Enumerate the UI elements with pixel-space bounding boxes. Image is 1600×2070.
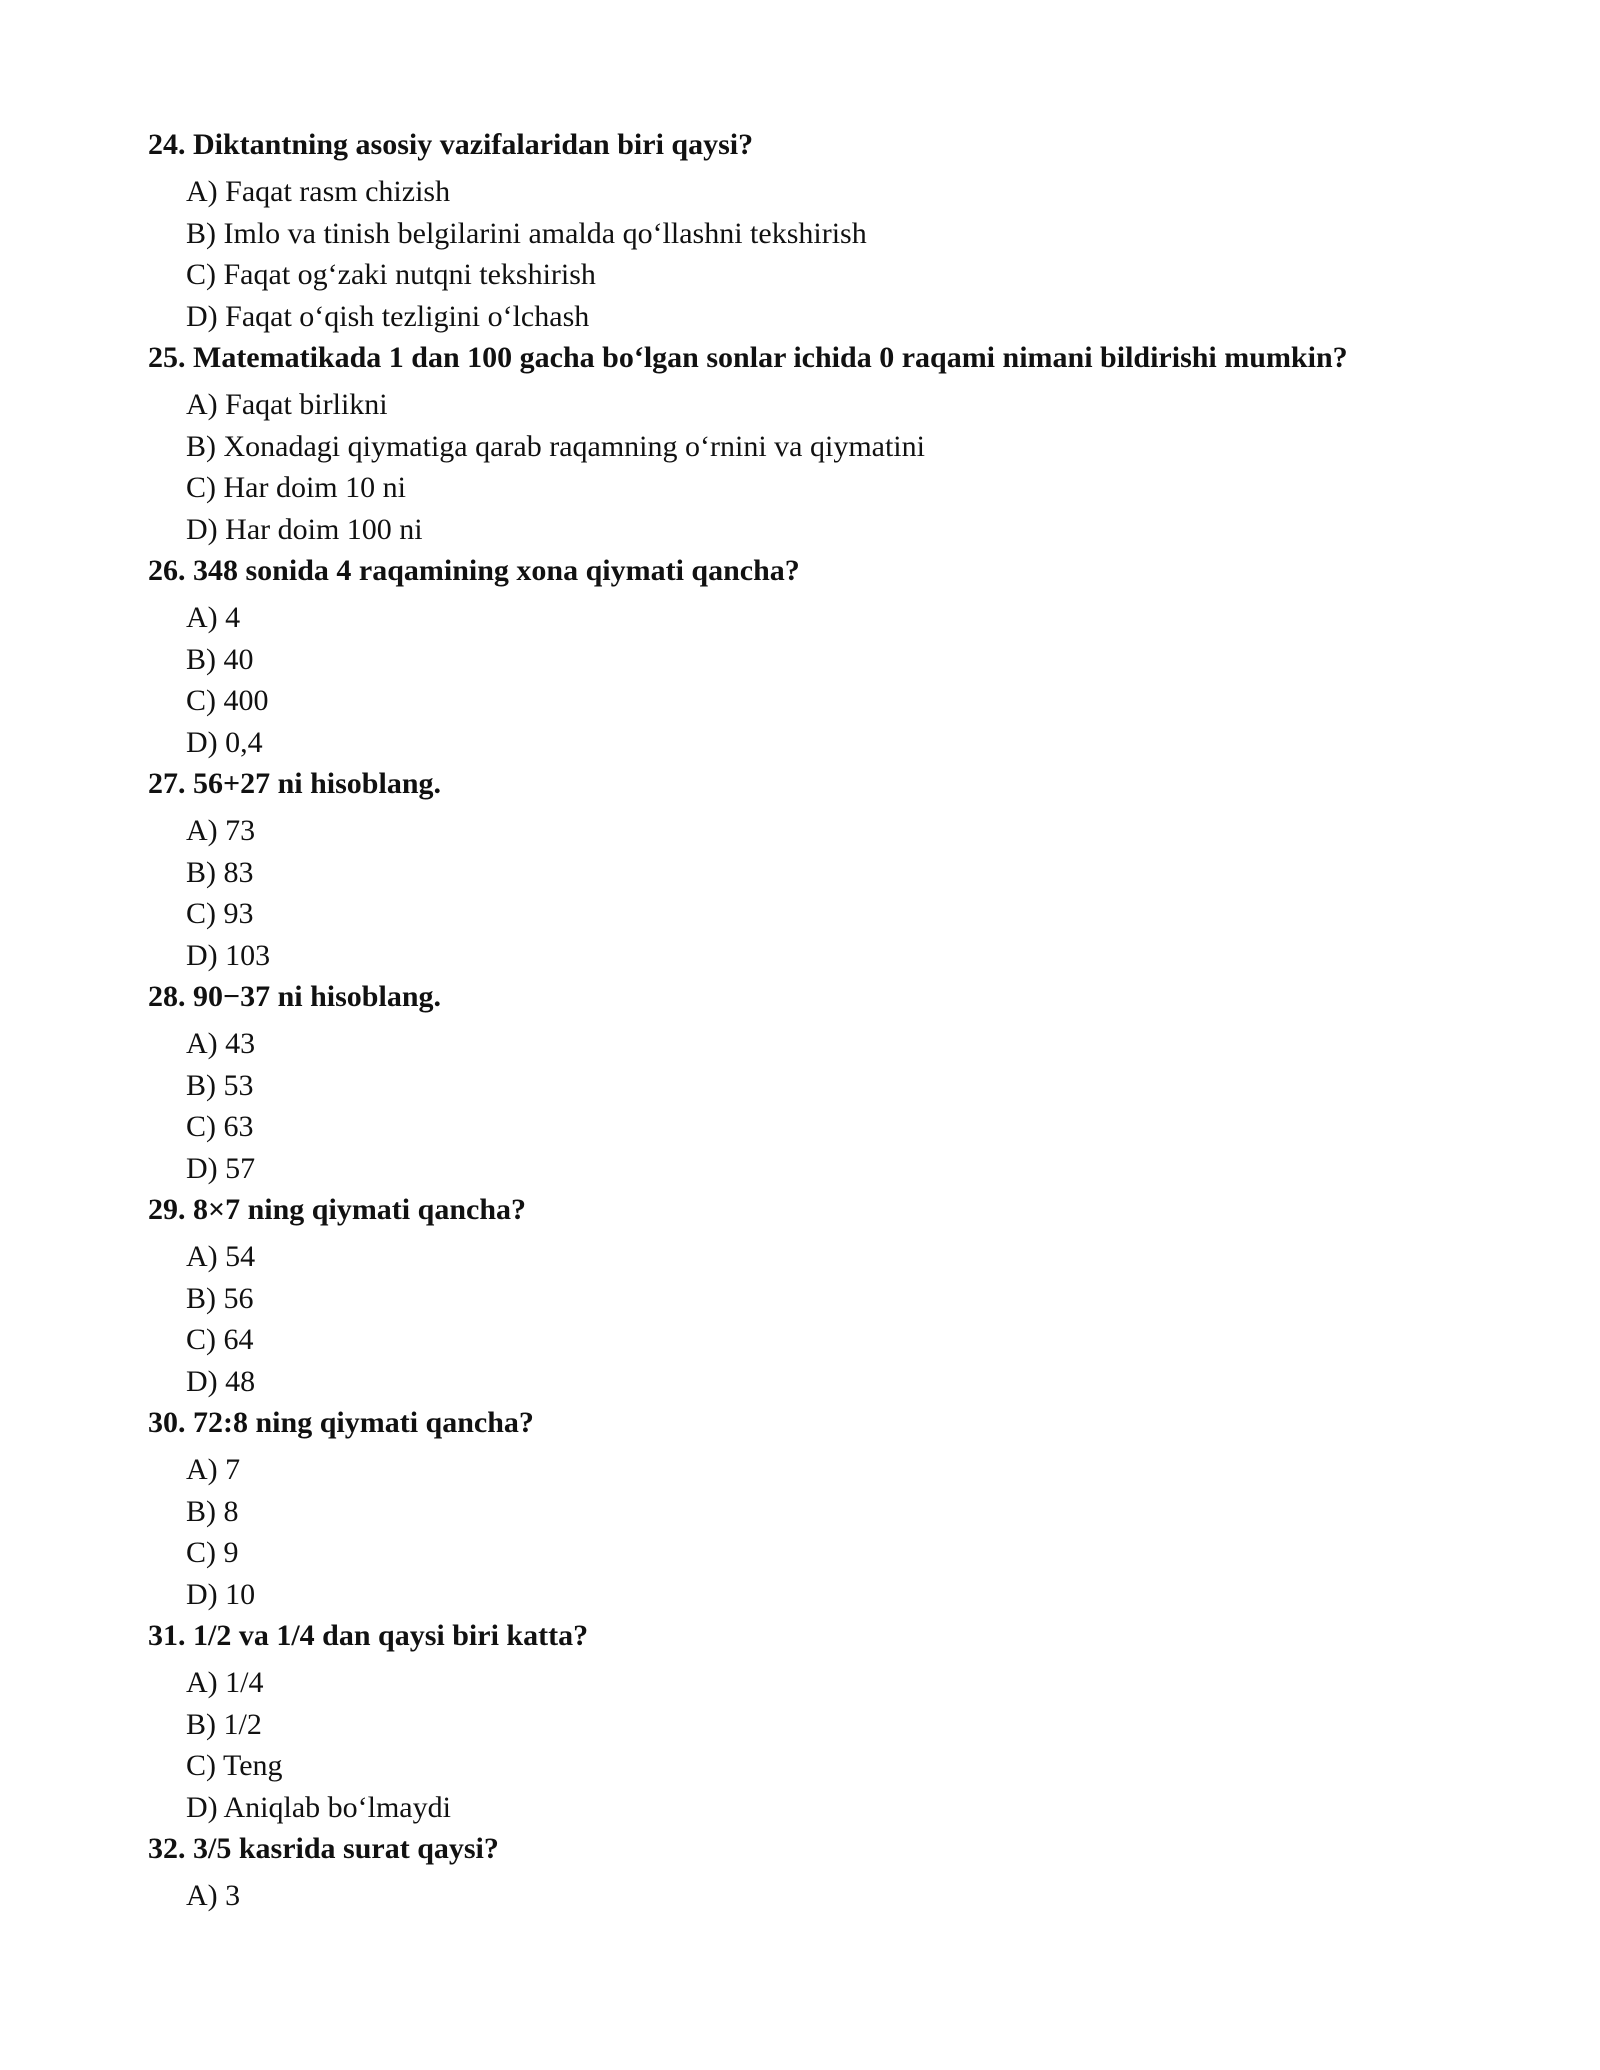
question-block <box>148 1189 1468 1402</box>
answer-option: A) 54 <box>186 1240 256 1273</box>
answer-option: D) Aniqlab bo‘lmaydi <box>186 1790 451 1824</box>
answer-option: C) Har doim 10 ni <box>186 471 406 504</box>
question-block <box>148 1402 1468 1615</box>
answer-option: D) 10 <box>186 1577 256 1611</box>
question-title: 26. 348 sonida 4 raqamining xona qiymati qancha? <box>148 554 800 587</box>
answer-option: B) 53 <box>186 1068 254 1102</box>
question-block <box>148 763 1468 976</box>
answer-option: B) 40 <box>186 642 254 676</box>
question-title: 31. 1/2 va 1/4 dan qaysi biri katta? <box>148 1619 589 1652</box>
question-block <box>148 550 1468 763</box>
question-block <box>148 337 1468 550</box>
answer-option: C) 9 <box>186 1536 239 1569</box>
answer-option: C) Faqat og‘zaki nutqni tekshirish <box>186 258 596 291</box>
answer-option: A) 1/4 <box>186 1666 264 1699</box>
answer-option: B) 1/2 <box>186 1707 262 1741</box>
answer-option: C) 63 <box>186 1110 254 1143</box>
answer-option: D) 103 <box>186 938 271 972</box>
question-title: 32. 3/5 kasrida surat qaysi? <box>148 1832 499 1865</box>
answer-option: B) 8 <box>186 1494 239 1528</box>
answer-option: C) 64 <box>186 1323 254 1356</box>
answer-option: D) 57 <box>186 1151 256 1185</box>
answer-option: D) 48 <box>186 1364 256 1398</box>
answer-option: B) 83 <box>186 855 254 889</box>
question-title: 25. Matematikada 1 dan 100 gacha bo‘lgan sonlar ichida 0 raqami nimani bildirishi mumkin? <box>148 341 1348 374</box>
question-title: 24. Diktantning asosiy vazifalaridan biri qaysi? <box>148 128 754 161</box>
question-list <box>148 124 1468 1917</box>
answer-option: A) 7 <box>186 1453 241 1486</box>
question-block <box>148 124 1468 337</box>
answer-option: D) Faqat o‘qish tezligini o‘lchash <box>186 299 590 333</box>
question-block <box>148 1615 1468 1828</box>
question-title: 27. 56+27 ni hisoblang. <box>148 767 442 800</box>
answer-option: A) 3 <box>186 1879 241 1912</box>
question-block <box>148 1828 1468 1917</box>
answer-option: D) Har doim 100 ni <box>186 512 423 546</box>
answer-option: B) 56 <box>186 1281 254 1315</box>
answer-option: C) 400 <box>186 684 269 717</box>
answer-option: A) Faqat birlikni <box>186 388 388 421</box>
answer-option: C) 93 <box>186 897 254 930</box>
answer-option: B) Xonadagi qiymatiga qarab raqamning o‘rnini va qiymatini <box>186 429 925 463</box>
answer-option: A) 4 <box>186 601 241 634</box>
answer-option: A) 73 <box>186 814 256 847</box>
answer-option: C) Teng <box>186 1749 283 1782</box>
question-title: 28. 90−37 ni hisoblang. <box>148 980 442 1013</box>
answer-option: A) Faqat rasm chizish <box>186 175 451 208</box>
answer-option: D) 0,4 <box>186 725 263 759</box>
question-title: 30. 72:8 ning qiymati qancha? <box>148 1406 534 1439</box>
question-block <box>148 976 1468 1189</box>
answer-option: B) Imlo va tinish belgilarini amalda qo‘llashni tekshirish <box>186 216 867 250</box>
question-title: 29. 8×7 ning qiymati qancha? <box>148 1193 527 1226</box>
answer-option: A) 43 <box>186 1027 256 1060</box>
